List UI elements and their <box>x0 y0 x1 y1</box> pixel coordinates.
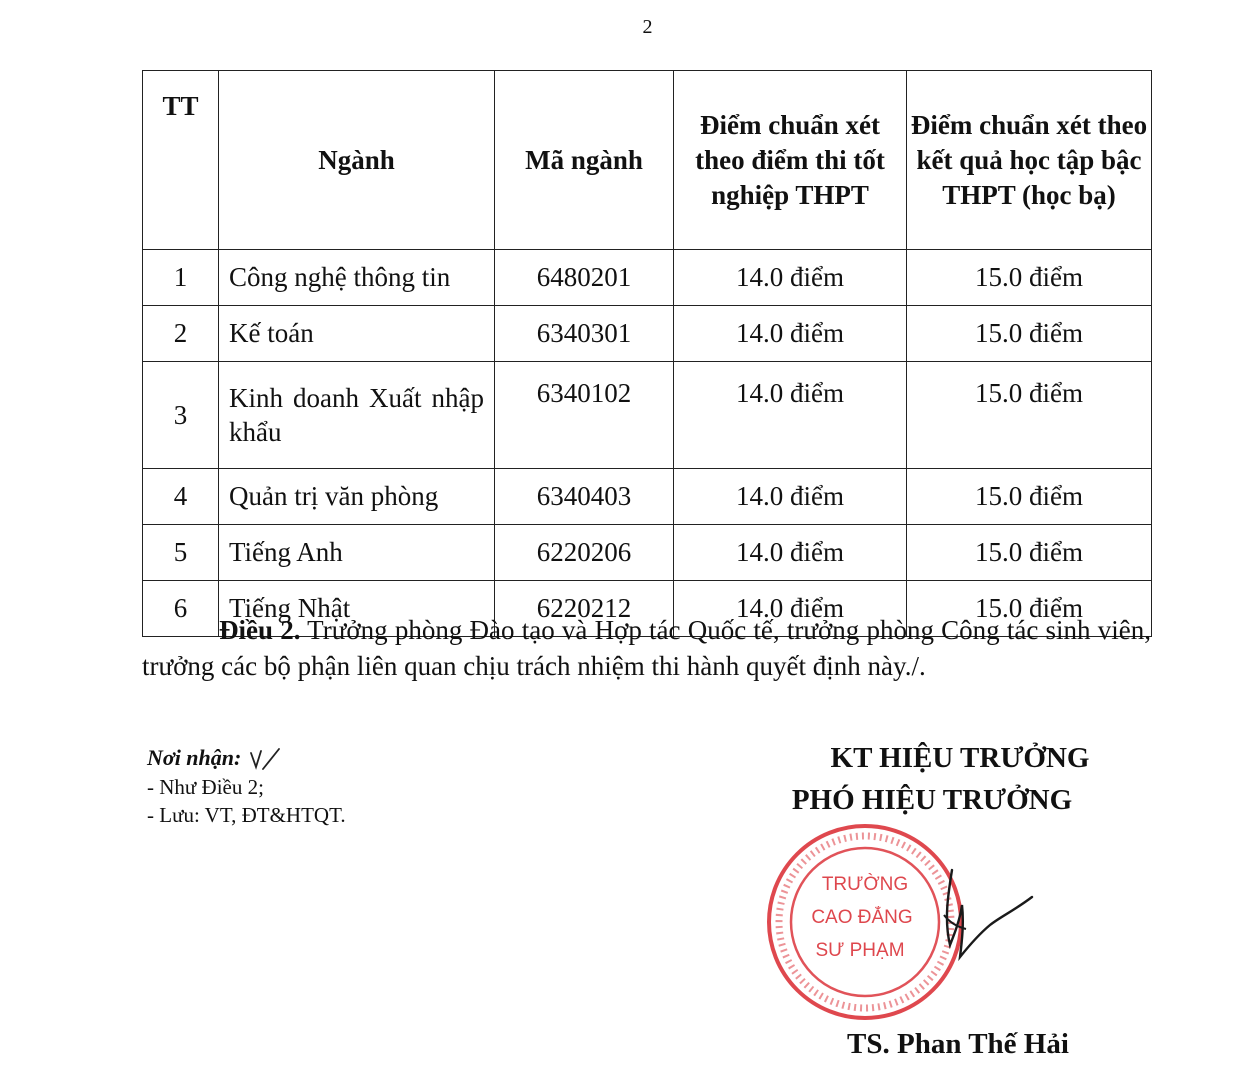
handwritten-tick-icon <box>247 747 283 773</box>
row-code: 6340403 <box>495 469 674 525</box>
header-major: Ngành <box>219 71 495 250</box>
row-major: Tiếng Nhật <box>219 581 495 637</box>
signer-name: TS. Phan Thế Hải <box>847 1028 1069 1060</box>
row-score-exam: 14.0 điểm <box>674 525 907 581</box>
row-major: Công nghệ thông tin <box>219 250 495 306</box>
header-tt: TT <box>143 71 219 250</box>
recipient-item: - Lưu: VT, ĐT&HTQT. <box>147 803 346 828</box>
page-number: 2 <box>642 16 653 38</box>
row-score-exam: 14.0 điểm <box>674 469 907 525</box>
table-row <box>143 525 1152 581</box>
handwritten-signature <box>900 865 1040 975</box>
article-2 <box>142 612 1151 684</box>
seal-line-1: TRƯỜNG <box>821 874 909 895</box>
row-code: 6340301 <box>495 306 674 362</box>
article-label: Điều 2. <box>219 615 301 645</box>
row-code: 6480201 <box>495 250 674 306</box>
header-score-exam: Điểm chuẩn xét theo điểm thi tốt nghiệp THPT <box>674 71 907 250</box>
row-code: 6340102 <box>495 362 674 469</box>
seal-line-2: CAO ĐẲNG <box>811 907 913 928</box>
recipients-heading: Nơi nhận: <box>147 745 242 770</box>
row-tt: 3 <box>143 362 219 469</box>
row-major: Kế toán <box>219 306 495 362</box>
row-major: Quản trị văn phòng <box>219 469 495 525</box>
signature-title-2: PHÓ HIỆU TRƯỞNG <box>791 784 1073 816</box>
row-tt: 1 <box>143 250 219 306</box>
row-major-cell <box>219 362 495 469</box>
row-score-transcript: 15.0 điểm <box>907 250 1152 306</box>
row-major: Kinh doanh Xuất nhập khẩu <box>229 383 484 447</box>
row-score-transcript: 15.0 điểm <box>907 525 1152 581</box>
signature-title-1: KT HIỆU TRƯỞNG <box>830 742 1090 774</box>
row-score-exam: 14.0 điểm <box>674 306 907 362</box>
row-code: 6220212 <box>495 581 674 637</box>
table-header-row <box>143 71 1152 250</box>
seal-line-3: SƯ PHẠM <box>815 940 905 961</box>
table-row <box>143 250 1152 306</box>
table-row <box>143 306 1152 362</box>
row-score-exam: 14.0 điểm <box>674 581 907 637</box>
row-tt: 2 <box>143 306 219 362</box>
admission-score-table <box>142 70 1152 637</box>
row-score-transcript: 15.0 điểm <box>907 581 1152 637</box>
row-tt: 5 <box>143 525 219 581</box>
article-text: Trưởng phòng Đào tạo và Hợp tác Quốc tế, trưởng phòng Công tác sinh viên, trưởng các bộ phận liên quan chịu trách nhiệm thi hành quyết định này./. <box>142 615 1151 681</box>
recipients-block <box>147 744 346 829</box>
row-major: Tiếng Anh <box>219 525 495 581</box>
row-tt: 4 <box>143 469 219 525</box>
row-code: 6220206 <box>495 525 674 581</box>
row-score-transcript: 15.0 điểm <box>907 469 1152 525</box>
row-score-exam: 14.0 điểm <box>674 250 907 306</box>
row-score-exam: 14.0 điểm <box>674 362 907 469</box>
header-score-transcript: Điểm chuẩn xét theo kết quả học tập bậc THPT (học bạ) <box>907 71 1152 250</box>
table-row <box>143 362 1152 469</box>
row-score-transcript: 15.0 điểm <box>907 306 1152 362</box>
table-row <box>143 469 1152 525</box>
header-code: Mã ngành <box>495 71 674 250</box>
row-score-transcript: 15.0 điểm <box>907 362 1152 469</box>
recipient-item: - Như Điều 2; <box>147 775 264 800</box>
row-tt: 6 <box>143 581 219 637</box>
